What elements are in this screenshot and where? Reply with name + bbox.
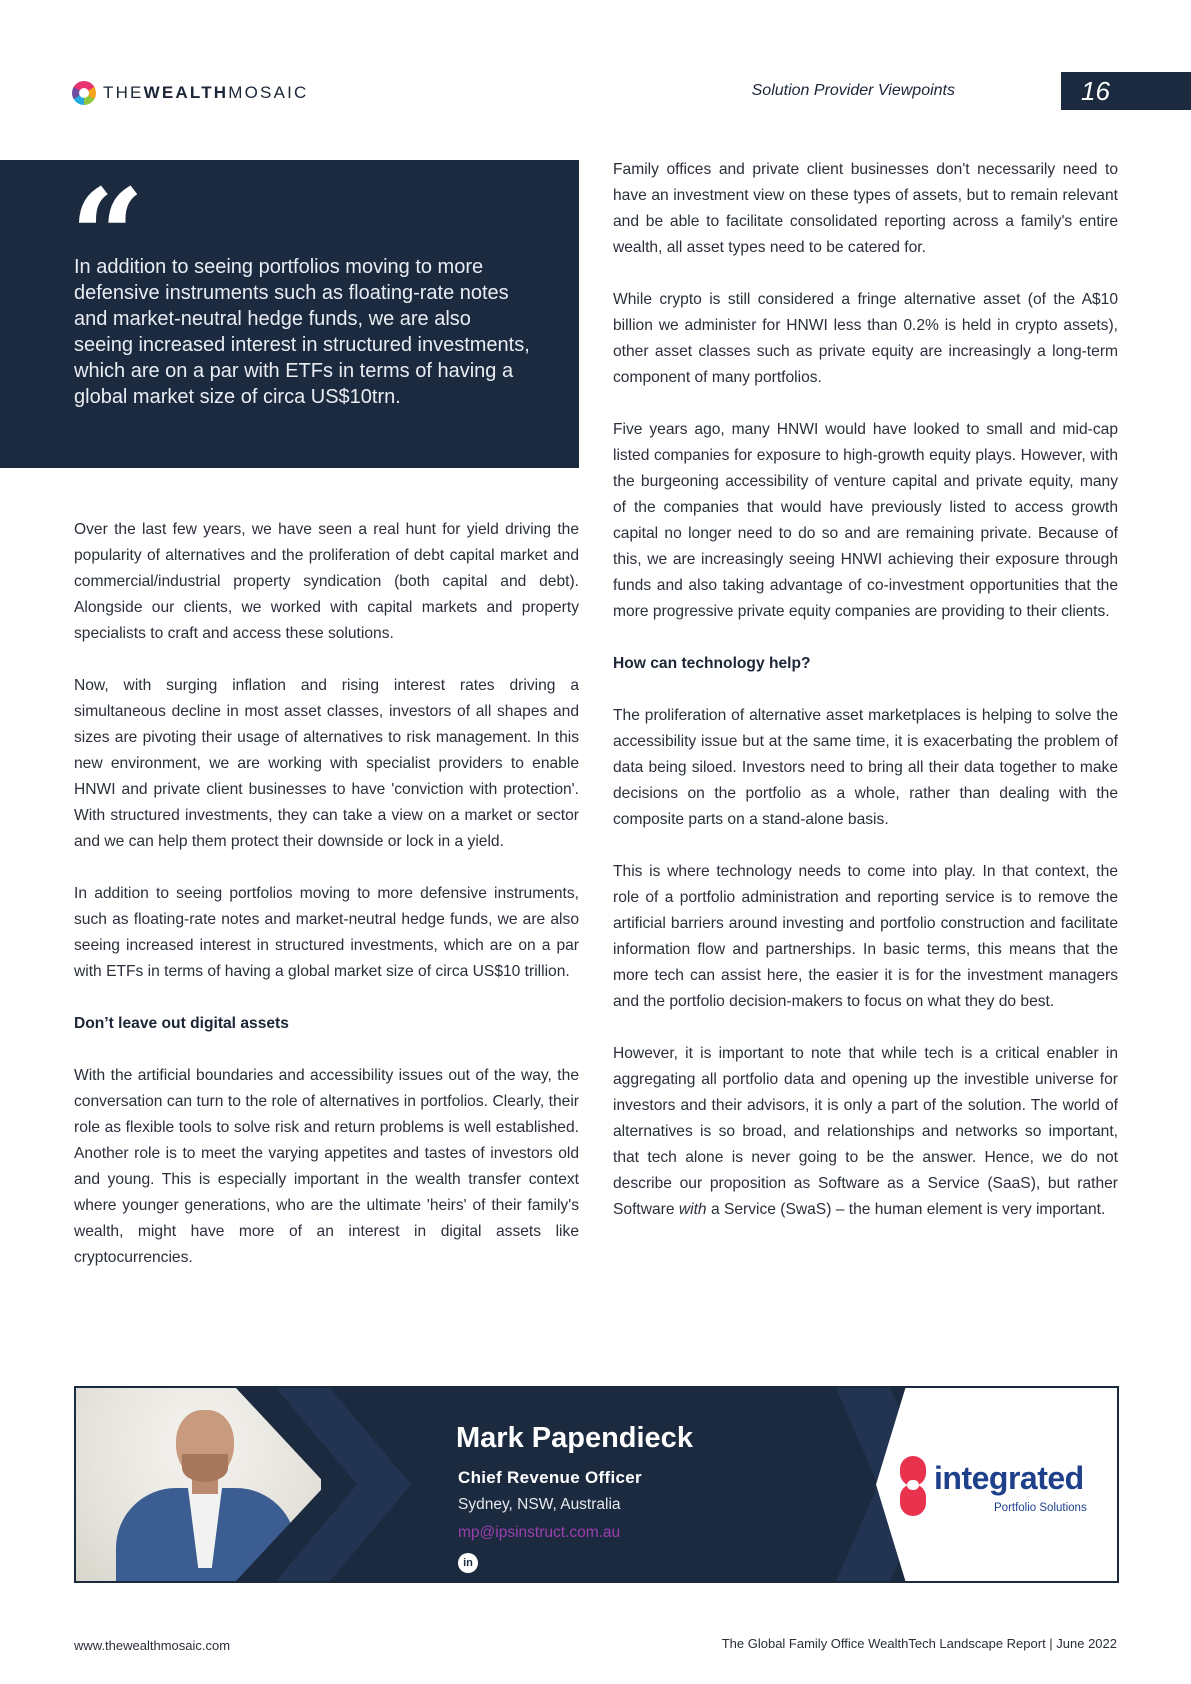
paragraph: Over the last few years, we have seen a real hunt for yield driving the popularity of alternatives and the proliferation of debt capital market and commercial/industrial property syndication (both capital and debt). Alongside our clients, we worked with capital markets and property specialists to craft and access these solutions. <box>74 521 579 642</box>
author-name: Mark Papendieck <box>456 1422 693 1454</box>
company-tagline: Portfolio Solutions <box>994 1502 1087 1514</box>
quote-mark-icon: “ <box>70 160 145 313</box>
paragraph: This is where technology needs to come into play. In that context, the role of a portfolio administration and reporting service is to remove the artificial barriers around investing and portfolio construction and facilitate information flow and partnerships. In basic terms, this means that the more tech can assist here, the easier it is for the investment managers and the portfolio decision-makers to focus on what they do best. <box>613 863 1118 1010</box>
paragraph: Five years ago, many HNWI would have looked to small and mid-cap listed companies for exposure to high-growth equity plays. However, with the burgeoning accessibility of venture capital and private equity, many of the companies that would have previously listed to access growth capital no longer need to do so and are remaining private. Because of this, we are increasingly seeing HNWI achieving their exposure through funds and also taking advantage of co-investment opportunities that the more progressive private equity companies are providing to their clients. <box>613 421 1118 620</box>
author-location: Sydney, NSW, Australia <box>458 1496 621 1513</box>
integrated-logo-icon <box>900 1456 926 1516</box>
article-left-column <box>74 517 579 1297</box>
paragraph: In addition to seeing portfolios moving to more defensive instruments, such as floating-rate notes and market-neutral hedge funds, we are also seeing increased interest in structured investments, which are on a par with ETFs in terms of having a global market size of circa US$10 trillion. <box>74 885 579 980</box>
article-right-column <box>613 157 1118 1249</box>
footer-website-link[interactable]: www.thewealthmosaic.com <box>74 1638 231 1653</box>
author-profile-card <box>74 1386 1119 1583</box>
paragraph: However, it is important to note that while tech is a critical enabler in aggregating all portfolio data and opening up the investible universe for investors and their advisors, it is only a part of the solution. The world of alternatives is so broad, and relationships and networks so important, that tech alone is never going to be the answer. Hence, we do not describe our proposition as Software as a Service (SaaS), but rather Software with a Service (SwaS) – the human element is very important. <box>613 1045 1118 1218</box>
linkedin-icon[interactable]: in <box>458 1553 478 1573</box>
paragraph: The proliferation of alternative asset marketplaces is helping to solve the accessibility issue but at the same time, it is exacerbating the problem of data being siloed. Investors need to bring all their data together to make decisions on the portfolio as a whole, rather than dealing with the composite parts on a stand-alone basis. <box>613 707 1118 828</box>
author-email-link[interactable]: mp@ipsinstruct.com.au <box>458 1524 621 1541</box>
page-number: 16 <box>1061 72 1191 110</box>
paragraph: Family offices and private client businesses don't necessarily need to have an investment view on these types of assets, but to remain relevant and be able to facilitate consolidated reporting across a family's entire wealth, all asset types need to be catered for. <box>613 161 1118 256</box>
paragraph: With the artificial boundaries and accessibility issues out of the way, the conversation can turn to the role of alternatives in portfolios. Clearly, their role as flexible tools to solve risk and return problems is well established. Another role is to meet the varying appetites and tastes of investors old and young. This is especially important in the wealth transfer context where younger generations, who are the ultimate 'heirs' of their family's wealth, might have more of an interest in digital assets like cryptocurrencies. <box>74 1067 579 1266</box>
section-title: Solution Provider Viewpoints <box>751 82 955 99</box>
footer-report-title: The Global Family Office WealthTech Landscape Report | June 2022 <box>721 1636 1117 1651</box>
paragraph: While crypto is still considered a fringe alternative asset (of the A$10 billion we administer for HNWI less than 0.2% is held in crypto assets), other asset classes such as private equity are increasingly a long-term component of many portfolios. <box>613 291 1118 386</box>
mosaic-logo-icon <box>72 81 96 105</box>
section-heading: How can technology help? <box>613 655 811 672</box>
section-heading: Don’t leave out digital assets <box>74 1015 289 1032</box>
pull-quote-text: In addition to seeing portfolios moving to more defensive instruments such as floating-rate notes and market-neutral hedge funds, we are also seeing increased interest in structured investments, which are on a par with ETFs in terms of having a global market size of circa US$10trn. <box>74 256 530 408</box>
wealthmosaic-logo[interactable] <box>72 81 309 105</box>
author-role: Chief Revenue Officer <box>458 1468 642 1487</box>
logo-wordmark: THEWEALTHMOSAIC <box>103 83 309 102</box>
paragraph: Now, with surging inflation and rising interest rates driving a simultaneous decline in most asset classes, investors of all shapes and sizes are pivoting their usage of alternatives to risk management. In this new environment, we are working with specialist providers to enable HNWI and private client businesses to have 'conviction with protection'. With structured investments, they can take a view on a market or sector and we can help them protect their downside or lock in a yield. <box>74 677 579 850</box>
company-wordmark: integrated <box>934 1460 1084 1496</box>
